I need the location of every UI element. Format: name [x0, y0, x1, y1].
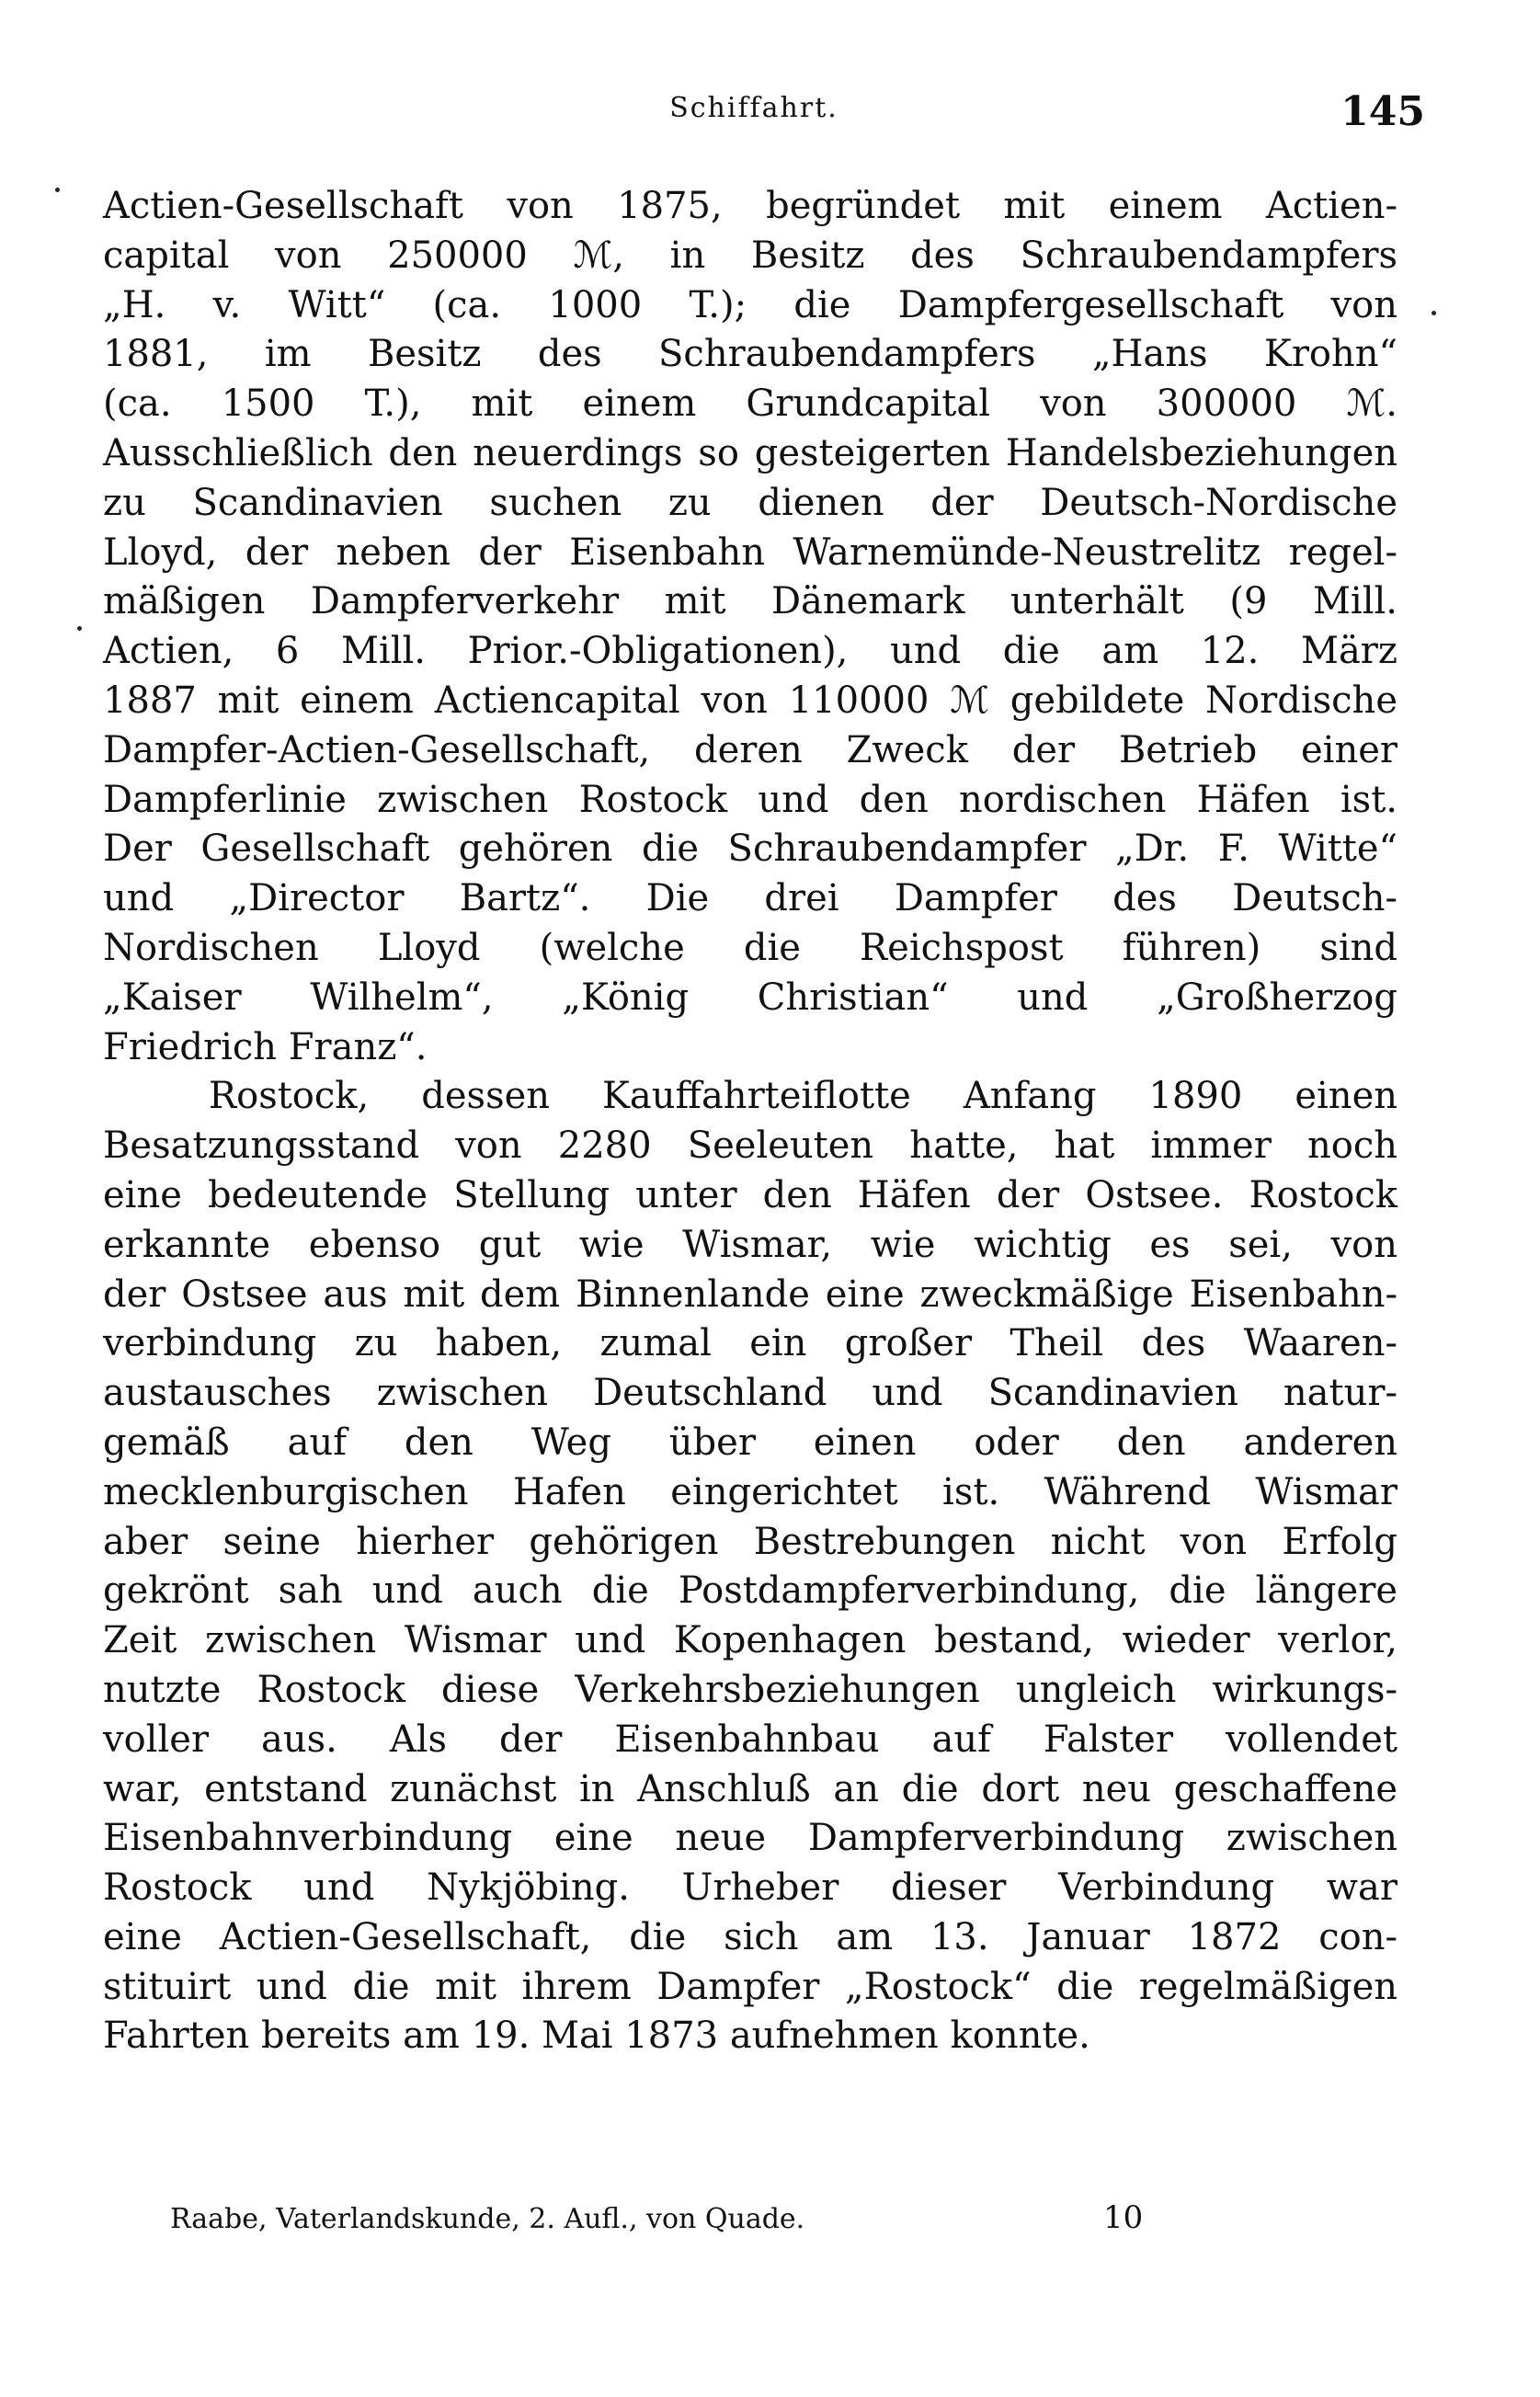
- text-line: Actien, 6 Mill. Prior.-Obligationen), und die am 12. März: [103, 630, 1397, 673]
- text-line: eine Actien-Gesellschaft, die sich am 13. Januar 1872 con-: [103, 1915, 1397, 1958]
- text-line-paragraph-end: Friedrich Franz“.: [103, 1025, 428, 1068]
- text-line: nutzte Rostock diese Verkehrsbeziehungen ungleich wirkungs-: [103, 1668, 1397, 1711]
- running-title: Schiffahrt.: [669, 92, 838, 124]
- text-line: Dampfer-Actien-Gesellschaft, deren Zweck der Betrieb einer: [103, 728, 1397, 771]
- text-line-paragraph-start: Rostock, dessen Kauffahrteiflotte Anfang 1890 einen: [209, 1075, 1397, 1118]
- text-line: Eisenbahnverbindung eine neue Dampferverbindung zwischen: [103, 1817, 1397, 1860]
- text-line: stituirt und die mit ihrem Dampfer „Rostock“ die regelmäßigen: [103, 1965, 1397, 2008]
- text-line: austausches zwischen Deutschland und Scandinavien natur-: [103, 1372, 1397, 1415]
- text-line: „Kaiser Wilhelm“, „König Christian“ und „Großherzog: [103, 976, 1397, 1019]
- text-line: gekrönt sah und auch die Postdampferverbindung, die längere: [103, 1569, 1397, 1613]
- body-text: [103, 182, 1397, 2061]
- text-line: gemäß auf den Weg über einen oder den anderen: [103, 1421, 1397, 1464]
- text-line: Dampferlinie zwischen Rostock und den nordischen Häfen ist.: [103, 778, 1397, 821]
- page-number: 145: [1340, 88, 1425, 135]
- footer: [170, 2199, 1209, 2247]
- text-line-paragraph-end: Fahrten bereits am 19. Mai 1873 aufnehmen konnte.: [103, 2015, 1090, 2058]
- text-line: mecklenburgischen Hafen eingerichtet ist. Während Wismar: [103, 1470, 1397, 1513]
- text-line: (ca. 1500 T.), mit einem Grundcapital von 300000 ℳ.: [103, 382, 1397, 426]
- text-line: mäßigen Dampferverkehr mit Dänemark unterhält (9 Mill.: [103, 580, 1397, 623]
- text-line: Nordischen Lloyd (welche die Reichspost führen) sind: [103, 926, 1397, 969]
- print-speck: [1432, 311, 1436, 315]
- text-line: erkannte ebenso gut wie Wismar, wie wichtig es sei, von: [103, 1223, 1397, 1266]
- text-line: verbindung zu haben, zumal ein großer Theil des Waaren-: [103, 1322, 1397, 1365]
- running-head: [110, 88, 1425, 153]
- text-line: aber seine hierher gehörigen Bestrebungen nicht von Erfolg: [103, 1520, 1397, 1563]
- text-line: Lloyd, der neben der Eisenbahn Warnemünde-Neustrelitz regel-: [103, 531, 1397, 574]
- text-line: war, entstand zunächst in Anschluß an die dort neu geschaffene: [103, 1767, 1397, 1810]
- text-line: Der Gesellschaft gehören die Schraubendampfer „Dr. F. Witte“: [103, 828, 1397, 871]
- text-line: capital von 250000 ℳ, in Besitz des Schraubendampfers: [103, 234, 1397, 277]
- print-speck: [55, 188, 60, 192]
- print-speck: [77, 626, 82, 631]
- text-line: der Ostsee aus mit dem Binnenlande eine zweckmäßige Eisenbahn-: [103, 1273, 1397, 1316]
- text-line: Zeit zwischen Wismar und Kopenhagen bestand, wieder verlor,: [103, 1619, 1397, 1662]
- text-line: zu Scandinavien suchen zu dienen der Deutsch-Nordische: [103, 481, 1397, 524]
- text-line: Besatzungsstand von 2280 Seeleuten hatte, hat immer noch: [103, 1124, 1397, 1168]
- text-line: und „Director Bartz“. Die drei Dampfer des Deutsch-: [103, 877, 1397, 920]
- text-line: Rostock und Nykjöbing. Urheber dieser Verbindung war: [103, 1866, 1397, 1910]
- text-line: voller aus. Als der Eisenbahnbau auf Falster vollendet: [103, 1718, 1397, 1761]
- text-line: 1881, im Besitz des Schraubendampfers „Hans Krohn“: [103, 333, 1397, 376]
- text-line: Actien-Gesellschaft von 1875, begründet mit einem Actien-: [103, 185, 1397, 227]
- signature-mark: 10: [1103, 2199, 1144, 2236]
- text-line: Ausschließlich den neuerdings so gesteigerten Handelsbeziehungen: [103, 431, 1397, 474]
- text-line: eine bedeutende Stellung unter den Häfen der Ostsee. Rostock: [103, 1173, 1397, 1216]
- text-line: 1887 mit einem Actiencapital von 110000 ℳ gebildete Nordische: [103, 679, 1397, 722]
- text-line: „H. v. Witt“ (ca. 1000 T.); die Dampfergesellschaft von: [103, 283, 1397, 326]
- footer-citation: Raabe, Vaterlandskunde, 2. Aufl., von Quade.: [170, 2203, 805, 2235]
